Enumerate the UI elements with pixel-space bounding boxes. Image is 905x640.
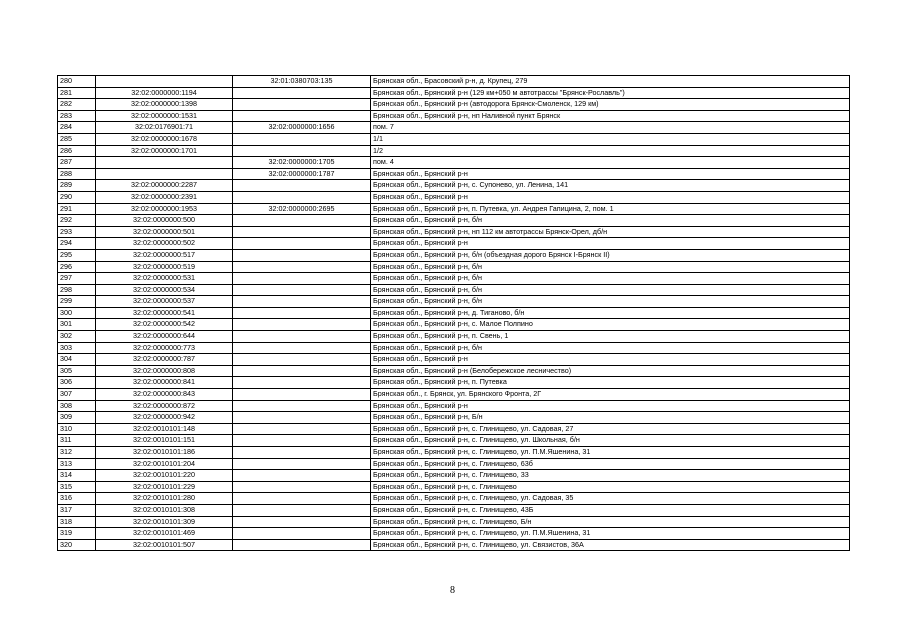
cadastral-number-cell: 32:02:0000000:531	[96, 273, 233, 285]
table-row	[58, 481, 850, 493]
table-row	[58, 203, 850, 215]
row-number-cell: 308	[58, 400, 96, 412]
address-cell: Брянская обл., Брасовский р-н, д. Крупец, 279	[371, 76, 850, 88]
table-row	[58, 284, 850, 296]
parent-cadastral-number-cell	[233, 307, 371, 319]
table-row	[58, 110, 850, 122]
address-cell: Брянская обл., Брянский р-н, б/н	[371, 342, 850, 354]
row-number-cell: 309	[58, 412, 96, 424]
table-row	[58, 238, 850, 250]
address-cell: Брянская обл., Брянский р-н	[371, 168, 850, 180]
row-number-cell: 311	[58, 435, 96, 447]
table-row	[58, 470, 850, 482]
address-cell: Брянская обл., Брянский р-н, с. Супонево, ул. Ленина, 141	[371, 180, 850, 192]
cadastral-number-cell: 32:02:0010101:220	[96, 470, 233, 482]
parent-cadastral-number-cell	[233, 470, 371, 482]
address-cell: Брянская обл., Брянский р-н, п. Путевка, ул. Андрея Гапицина, 2, пом. 1	[371, 203, 850, 215]
parent-cadastral-number-cell	[233, 493, 371, 505]
parent-cadastral-number-cell	[233, 539, 371, 551]
address-cell: Брянская обл., Брянский р-н, с. Глинищево, ул. Связистов, 36А	[371, 539, 850, 551]
row-number-cell: 291	[58, 203, 96, 215]
address-cell: Брянская обл., Брянский р-н, с. Глинищево	[371, 481, 850, 493]
parent-cadastral-number-cell	[233, 191, 371, 203]
row-number-cell: 320	[58, 539, 96, 551]
table-row	[58, 342, 850, 354]
table-row	[58, 539, 850, 551]
parent-cadastral-number-cell	[233, 249, 371, 261]
cadastral-number-cell: 32:02:0010101:280	[96, 493, 233, 505]
cadastral-number-cell: 32:02:0000000:942	[96, 412, 233, 424]
address-cell: Брянская обл., Брянский р-н	[371, 400, 850, 412]
cadastral-number-cell: 32:02:0010101:186	[96, 447, 233, 459]
parent-cadastral-number-cell	[233, 87, 371, 99]
table-row	[58, 122, 850, 134]
parent-cadastral-number-cell	[233, 261, 371, 273]
parent-cadastral-number-cell: 32:02:0000000:1787	[233, 168, 371, 180]
row-number-cell: 310	[58, 423, 96, 435]
address-cell: Брянская обл., Брянский р-н, нп 112 км автотрассы Брянск-Орел, дб/н	[371, 226, 850, 238]
table-row	[58, 423, 850, 435]
cadastral-number-cell: 32:02:0000000:808	[96, 365, 233, 377]
row-number-cell: 315	[58, 481, 96, 493]
parent-cadastral-number-cell	[233, 447, 371, 459]
address-cell: Брянская обл., г. Брянск, ул. Брянского Фронта, 2Г	[371, 389, 850, 401]
table-row	[58, 493, 850, 505]
cadastral-number-cell: 32:02:0000000:500	[96, 215, 233, 227]
table-row	[58, 504, 850, 516]
table-row	[58, 168, 850, 180]
parent-cadastral-number-cell	[233, 226, 371, 238]
row-number-cell: 280	[58, 76, 96, 88]
parent-cadastral-number-cell	[233, 435, 371, 447]
address-cell: Брянская обл., Брянский р-н, с. Глинищево, ул. П.М.Яшенина, 31	[371, 447, 850, 459]
cadastral-number-cell: 32:02:0000000:773	[96, 342, 233, 354]
row-number-cell: 289	[58, 180, 96, 192]
row-number-cell: 296	[58, 261, 96, 273]
table-row	[58, 145, 850, 157]
table-row	[58, 296, 850, 308]
address-cell: Брянская обл., Брянский р-н, б/н	[371, 261, 850, 273]
parent-cadastral-number-cell	[233, 284, 371, 296]
row-number-cell: 304	[58, 354, 96, 366]
table-row	[58, 458, 850, 470]
address-cell: Брянская обл., Брянский р-н, нп Наливной пункт Брянск	[371, 110, 850, 122]
table-row	[58, 400, 850, 412]
table-row	[58, 180, 850, 192]
row-number-cell: 292	[58, 215, 96, 227]
table-row	[58, 389, 850, 401]
address-cell: Брянская обл., Брянский р-н, д. Тиганово, б/н	[371, 307, 850, 319]
cadastral-number-cell: 32:02:0010101:507	[96, 539, 233, 551]
table-row	[58, 307, 850, 319]
parent-cadastral-number-cell: 32:02:0000000:1656	[233, 122, 371, 134]
row-number-cell: 293	[58, 226, 96, 238]
cadastral-number-cell: 32:02:0000000:534	[96, 284, 233, 296]
cadastral-number-cell: 32:02:0000000:517	[96, 249, 233, 261]
cadastral-number-cell	[96, 76, 233, 88]
parent-cadastral-number-cell	[233, 110, 371, 122]
address-cell: Брянская обл., Брянский р-н, Б/н	[371, 412, 850, 424]
address-cell: пом. 7	[371, 122, 850, 134]
parent-cadastral-number-cell	[233, 99, 371, 111]
row-number-cell: 284	[58, 122, 96, 134]
cadastral-number-cell: 32:02:0010101:469	[96, 528, 233, 540]
cadastral-number-cell: 32:02:0000000:872	[96, 400, 233, 412]
table-row	[58, 191, 850, 203]
address-cell: Брянская обл., Брянский р-н, с. Глинищево, 63б	[371, 458, 850, 470]
parent-cadastral-number-cell	[233, 528, 371, 540]
cadastral-number-cell: 32:02:0000000:787	[96, 354, 233, 366]
cadastral-number-cell: 32:02:0000000:841	[96, 377, 233, 389]
cadastral-number-cell: 32:02:0010101:308	[96, 504, 233, 516]
table-row	[58, 319, 850, 331]
cadastral-number-cell: 32:02:0000000:542	[96, 319, 233, 331]
row-number-cell: 298	[58, 284, 96, 296]
parent-cadastral-number-cell	[233, 504, 371, 516]
cadastral-number-cell: 32:02:0000000:2391	[96, 191, 233, 203]
address-cell: Брянская обл., Брянский р-н, с. Глинищево, 33	[371, 470, 850, 482]
row-number-cell: 305	[58, 365, 96, 377]
cadastral-number-cell: 32:02:0000000:1953	[96, 203, 233, 215]
table-row	[58, 99, 850, 111]
parent-cadastral-number-cell	[233, 412, 371, 424]
parent-cadastral-number-cell	[233, 145, 371, 157]
parent-cadastral-number-cell	[233, 238, 371, 250]
table-row	[58, 331, 850, 343]
row-number-cell: 316	[58, 493, 96, 505]
row-number-cell: 299	[58, 296, 96, 308]
table-row	[58, 447, 850, 459]
address-cell: Брянская обл., Брянский р-н	[371, 191, 850, 203]
table-row	[58, 516, 850, 528]
row-number-cell: 312	[58, 447, 96, 459]
parent-cadastral-number-cell	[233, 481, 371, 493]
parent-cadastral-number-cell	[233, 400, 371, 412]
row-number-cell: 282	[58, 99, 96, 111]
parent-cadastral-number-cell	[233, 342, 371, 354]
table-row	[58, 157, 850, 169]
cadastral-number-cell: 32:02:0000000:541	[96, 307, 233, 319]
row-number-cell: 294	[58, 238, 96, 250]
cadastral-number-cell: 32:02:0176901:71	[96, 122, 233, 134]
cadastral-number-cell: 32:02:0000000:2287	[96, 180, 233, 192]
parent-cadastral-number-cell	[233, 377, 371, 389]
table-row	[58, 273, 850, 285]
cadastral-number-cell: 32:02:0010101:148	[96, 423, 233, 435]
cadastral-number-cell: 32:02:0000000:502	[96, 238, 233, 250]
address-cell: Брянская обл., Брянский р-н, с. Глинищево, ул. Школьная, б/н	[371, 435, 850, 447]
row-number-cell: 287	[58, 157, 96, 169]
parent-cadastral-number-cell	[233, 296, 371, 308]
address-cell: Брянская обл., Брянский р-н, с. Глинищево, 43Б	[371, 504, 850, 516]
address-cell: Брянская обл., Брянский р-н (Белобережское лесничество)	[371, 365, 850, 377]
table-row	[58, 528, 850, 540]
cadastral-number-cell	[96, 168, 233, 180]
table-row	[58, 226, 850, 238]
row-number-cell: 300	[58, 307, 96, 319]
table-row	[58, 133, 850, 145]
row-number-cell: 290	[58, 191, 96, 203]
cadastral-number-cell: 32:02:0000000:501	[96, 226, 233, 238]
row-number-cell: 283	[58, 110, 96, 122]
parent-cadastral-number-cell	[233, 389, 371, 401]
table-row	[58, 249, 850, 261]
table-row	[58, 76, 850, 88]
cadastral-number-cell: 32:02:0000000:519	[96, 261, 233, 273]
row-number-cell: 295	[58, 249, 96, 261]
cadastral-number-cell: 32:02:0000000:1531	[96, 110, 233, 122]
table-row	[58, 435, 850, 447]
row-number-cell: 297	[58, 273, 96, 285]
address-cell: Брянская обл., Брянский р-н, с. Малое Полпино	[371, 319, 850, 331]
cadastral-number-cell: 32:02:0010101:204	[96, 458, 233, 470]
page-number: 8	[450, 585, 455, 596]
cadastral-number-cell: 32:02:0000000:1678	[96, 133, 233, 145]
cadastral-number-cell: 32:02:0000000:1398	[96, 99, 233, 111]
row-number-cell: 318	[58, 516, 96, 528]
parent-cadastral-number-cell	[233, 215, 371, 227]
address-cell: Брянская обл., Брянский р-н, п. Свень, 1	[371, 331, 850, 343]
row-number-cell: 285	[58, 133, 96, 145]
parent-cadastral-number-cell	[233, 354, 371, 366]
address-cell: Брянская обл., Брянский р-н, с. Глинищево, ул. П.М.Яшенина, 31	[371, 528, 850, 540]
cadastral-number-cell: 32:02:0000000:1194	[96, 87, 233, 99]
parent-cadastral-number-cell	[233, 273, 371, 285]
row-number-cell: 301	[58, 319, 96, 331]
row-number-cell: 286	[58, 145, 96, 157]
address-cell: Брянская обл., Брянский р-н, б/н	[371, 284, 850, 296]
row-number-cell: 313	[58, 458, 96, 470]
cadastral-number-cell	[96, 157, 233, 169]
address-cell: Брянская обл., Брянский р-н (129 км+050 м автотрассы "Брянск-Рославль")	[371, 87, 850, 99]
address-cell: 1/2	[371, 145, 850, 157]
parent-cadastral-number-cell	[233, 133, 371, 145]
parent-cadastral-number-cell	[233, 458, 371, 470]
row-number-cell: 307	[58, 389, 96, 401]
row-number-cell: 288	[58, 168, 96, 180]
address-cell: Брянская обл., Брянский р-н	[371, 238, 850, 250]
table-row	[58, 87, 850, 99]
address-cell: Брянская обл., Брянский р-н, с. Глинищево, ул. Садовая, 35	[371, 493, 850, 505]
parent-cadastral-number-cell	[233, 319, 371, 331]
parent-cadastral-number-cell: 32:02:0000000:1705	[233, 157, 371, 169]
parent-cadastral-number-cell	[233, 423, 371, 435]
table-row	[58, 354, 850, 366]
parent-cadastral-number-cell: 32:02:0000000:2695	[233, 203, 371, 215]
table-row	[58, 412, 850, 424]
row-number-cell: 303	[58, 342, 96, 354]
parent-cadastral-number-cell	[233, 365, 371, 377]
address-cell: Брянская обл., Брянский р-н, б/н	[371, 296, 850, 308]
address-cell: Брянская обл., Брянский р-н, б/н (объездная дорого Брянск I-Брянск II)	[371, 249, 850, 261]
row-number-cell: 302	[58, 331, 96, 343]
address-cell: Брянская обл., Брянский р-н, б/н	[371, 215, 850, 227]
address-cell: пом. 4	[371, 157, 850, 169]
row-number-cell: 317	[58, 504, 96, 516]
parent-cadastral-number-cell	[233, 516, 371, 528]
cadastral-number-cell: 32:02:0000000:1701	[96, 145, 233, 157]
parent-cadastral-number-cell: 32:01:0380703:135	[233, 76, 371, 88]
address-cell: Брянская обл., Брянский р-н	[371, 354, 850, 366]
address-cell: Брянская обл., Брянский р-н, п. Путевка	[371, 377, 850, 389]
parent-cadastral-number-cell	[233, 331, 371, 343]
address-cell: Брянская обл., Брянский р-н, б/н	[371, 273, 850, 285]
table-row	[58, 377, 850, 389]
parent-cadastral-number-cell	[233, 180, 371, 192]
address-cell: Брянская обл., Брянский р-н, с. Глинищево, Б/н	[371, 516, 850, 528]
cadastral-number-cell: 32:02:0000000:644	[96, 331, 233, 343]
cadastral-number-cell: 32:02:0010101:309	[96, 516, 233, 528]
registry-table	[57, 75, 850, 551]
row-number-cell: 306	[58, 377, 96, 389]
row-number-cell: 281	[58, 87, 96, 99]
table-row	[58, 365, 850, 377]
cadastral-number-cell: 32:02:0000000:537	[96, 296, 233, 308]
table-row	[58, 215, 850, 227]
address-cell: 1/1	[371, 133, 850, 145]
row-number-cell: 319	[58, 528, 96, 540]
address-cell: Брянская обл., Брянский р-н, с. Глинищево, ул. Садовая, 27	[371, 423, 850, 435]
table-row	[58, 261, 850, 273]
row-number-cell: 314	[58, 470, 96, 482]
address-cell: Брянская обл., Брянский р-н (автодорога Брянск-Смоленск, 129 км)	[371, 99, 850, 111]
cadastral-number-cell: 32:02:0010101:151	[96, 435, 233, 447]
cadastral-number-cell: 32:02:0010101:229	[96, 481, 233, 493]
registry-table-body	[58, 76, 850, 551]
cadastral-number-cell: 32:02:0000000:843	[96, 389, 233, 401]
